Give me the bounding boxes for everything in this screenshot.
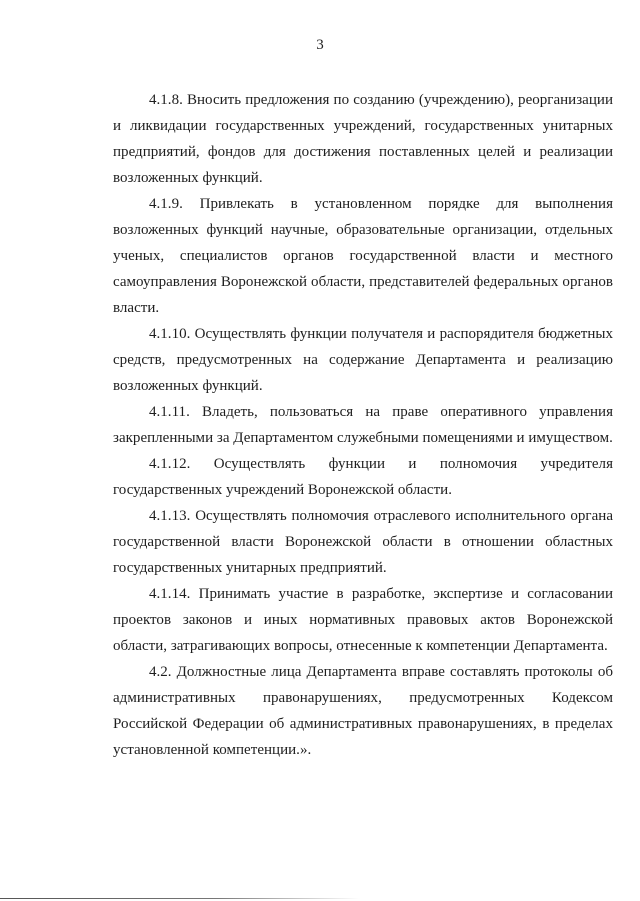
paragraph-4-2: 4.2. Должностные лица Департамента вправе составлять протоколы об административных правонарушениях, предусмотренных Кодексом Российской Федерации об административных правонарушениях, в пределах установленной компетенции.».	[113, 664, 613, 758]
paragraph-4-1-8: 4.1.8. Вносить предложения по созданию (учреждению), реорганизации и ликвидации государственных учреждений, государственных унитарных предприятий, фондов для достижения поставленных целей и реализации возложенных функций.	[113, 92, 613, 186]
scan-edge-line	[0, 898, 360, 899]
paragraph-4-1-10: 4.1.10. Осуществлять функции получателя и распорядителя бюджетных средств, предусмотренных на содержание Департамента и реализацию возложенных функций.	[113, 326, 613, 394]
paragraph-4-1-12: 4.1.12. Осуществлять функции и полномочия учредителя государственных учреждений Воронежской области.	[113, 456, 613, 498]
paragraph-4-1-9: 4.1.9. Привлекать в установленном порядке для выполнения возложенных функций научные, образовательные организации, отдельных ученых, специалистов органов государственной власти и местного самоуправления Воронежской области, представителей федеральных органов власти.	[113, 196, 613, 316]
page-number: 3	[316, 37, 324, 53]
document-body	[113, 87, 613, 763]
paragraph-4-1-13: 4.1.13. Осуществлять полномочия отраслевого исполнительного органа государственной власти Воронежской области в отношении областных государственных унитарных предприятий.	[113, 508, 613, 576]
paragraph-4-1-11: 4.1.11. Владеть, пользоваться на праве оперативного управления закрепленными за Департаментом служебными помещениями и имуществом.	[113, 404, 613, 446]
paragraph-4-1-14: 4.1.14. Принимать участие в разработке, экспертизе и согласовании проектов законов и иных нормативных правовых актов Воронежской области, затрагивающих вопросы, отнесенные к компетенции Департамента.	[113, 586, 613, 654]
